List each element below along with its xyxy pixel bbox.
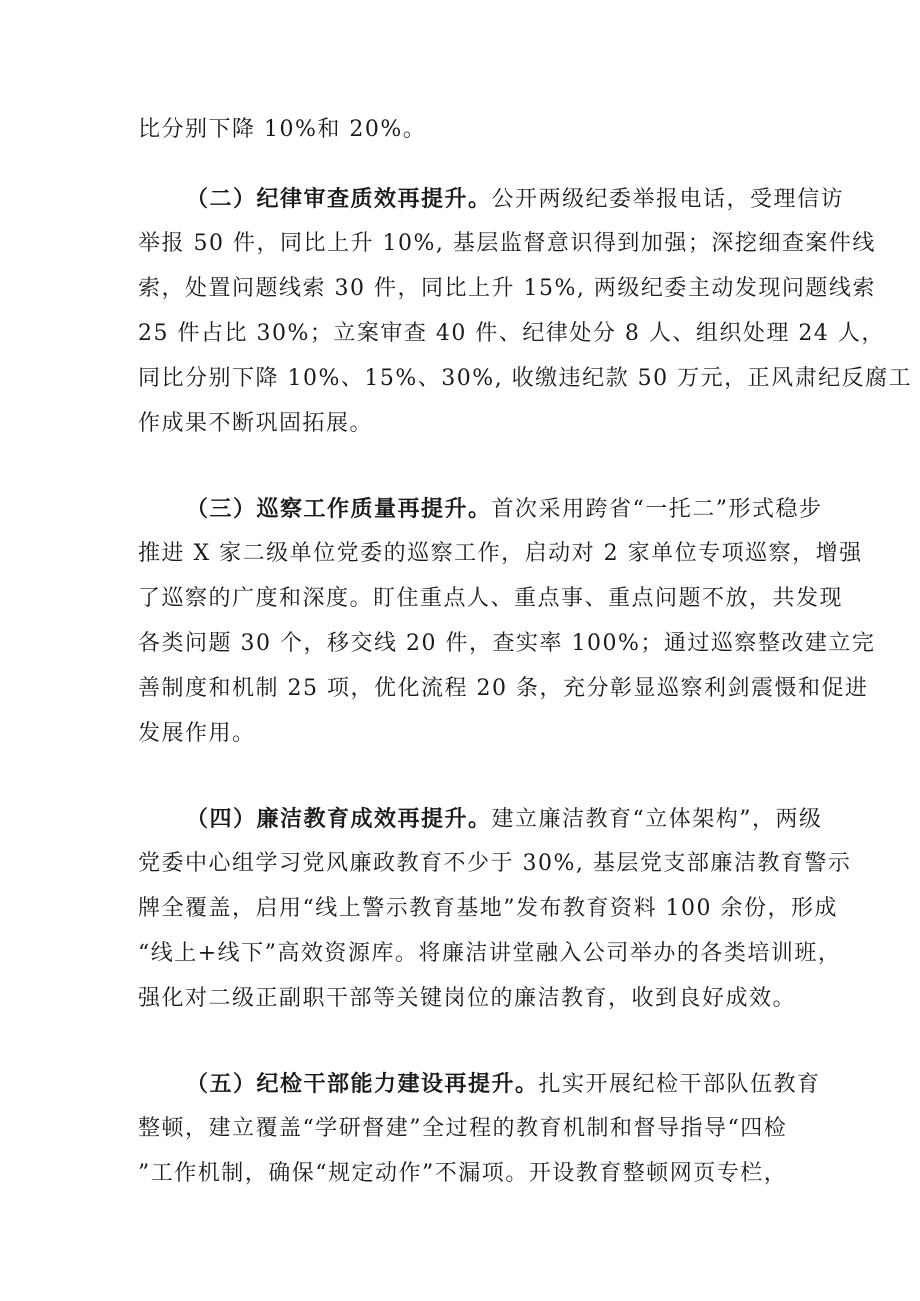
section-4-line: “线上+线下”高效资源库。将廉洁讲堂融入公司举办的各类培训班， xyxy=(138,941,842,966)
section-4-heading: （四）廉洁教育成效再提升。 xyxy=(186,806,492,832)
section-2-first-line-text: 公开两级纪委举报电话，受理信访 xyxy=(491,187,845,212)
section-3-line: 发展作用。 xyxy=(138,721,256,746)
section-2-line: 25 件占比 30%；立案审查 40 件、纪律处分 8 人、组织处理 24 人， xyxy=(138,321,885,346)
section-3-line: 善制度和机制 25 项，优化流程 20 条，充分彰显巡察利剑震慑和促进 xyxy=(138,676,869,701)
section-4-line: 强化对二级正副职干部等关键岗位的廉洁教育，收到良好成效。 xyxy=(138,986,797,1011)
section-5-line: 整顿，建立覆盖“学研督建”全过程的教育机制和督导指导“四检 xyxy=(138,1116,788,1141)
section-3-line: 了巡察的广度和深度。盯住重点人、重点事、重点问题不放，共发现 xyxy=(138,586,844,611)
fragment-line: 比分别下降 10%和 20%。 xyxy=(138,117,427,142)
section-5-first-line xyxy=(186,1069,821,1099)
section-2-line: 作成果不断巩固拓展。 xyxy=(138,411,374,436)
section-2-line: 索，处置问题线索 30 件，同比上升 15%, 两级纪委主动发现问题线索 xyxy=(138,276,876,301)
section-3-heading: （三）巡察工作质量再提升。 xyxy=(186,496,492,522)
section-2-first-line xyxy=(186,184,845,214)
section-3-line: 各类问题 30 个，移交线 20 件，查实率 100%；通过巡察整改建立完 xyxy=(138,631,876,656)
section-2-heading: （二）纪律审查质效再提升。 xyxy=(186,186,492,212)
section-5-line: ”工作机制，确保“规定动作”不漏项。开设教育整顿网页专栏， xyxy=(138,1161,788,1186)
section-5-heading: （五）纪检干部能力建设再提升。 xyxy=(186,1071,539,1097)
section-3-first-line xyxy=(186,494,823,524)
section-4-first-line xyxy=(186,804,823,834)
section-2-line: 举报 50 件，同比上升 10%, 基层监督意识得到加强；深挖细查案件线 xyxy=(138,231,876,256)
section-3-first-line-text: 首次采用跨省“一托二”形式稳步 xyxy=(491,497,823,522)
section-4-first-line-text: 建立廉洁教育“立体架构”，两级 xyxy=(491,807,823,832)
section-3-line: 推进 X 家二级单位党委的巡察工作，启动对 2 家单位专项巡察，增强 xyxy=(138,541,863,566)
section-4-line: 党委中心组学习党风廉政教育不少于 30%, 基层党支部廉洁教育警示 xyxy=(138,851,852,876)
section-4-line: 牌全覆盖，启用“线上警示教育基地”发布教育资料 100 余份，形成 xyxy=(138,896,838,921)
section-2-line: 同比分别下降 10%、15%、30%, 收缴违纪款 50 万元，正风肃纪反腐工 xyxy=(138,366,913,391)
section-5-first-line-text: 扎实开展纪检干部队伍教育 xyxy=(538,1072,821,1097)
